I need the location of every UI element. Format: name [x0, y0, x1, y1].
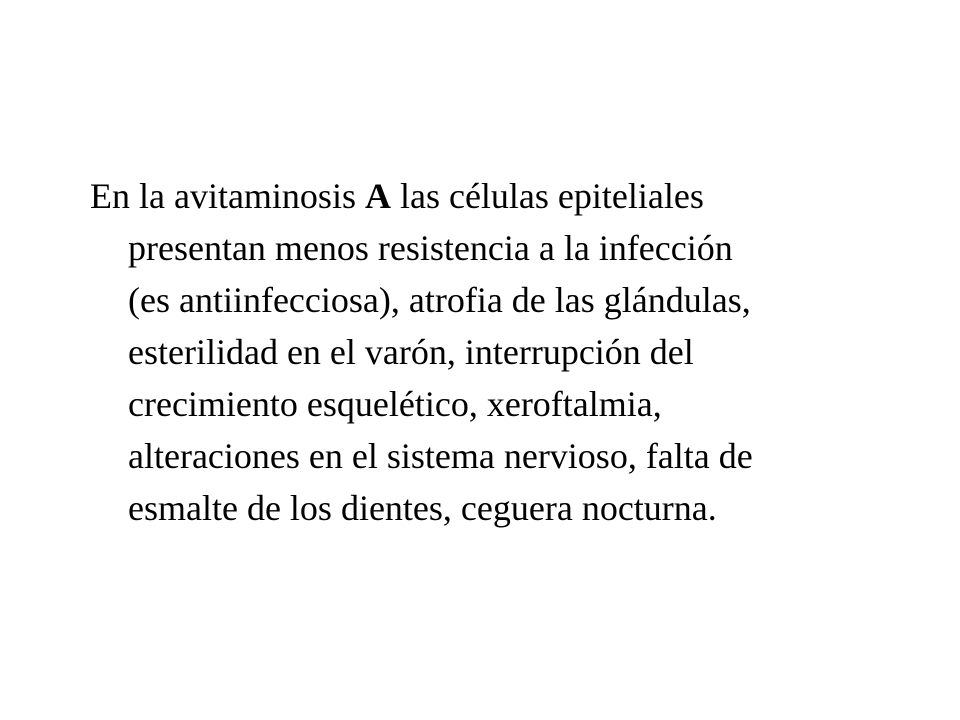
- text-line-3: (es antiinfecciosa), atrofia de las glándulas,: [128, 280, 751, 320]
- text-line-6: alteraciones en el sistema nervioso, falta de: [128, 436, 753, 476]
- body-paragraph: [90, 174, 890, 538]
- text-line-5: crecimiento esquelético, xeroftalmia,: [128, 384, 662, 424]
- text-line-4: esterilidad en el varón, interrupción del: [128, 332, 694, 372]
- text-line-2: presentan menos resistencia a la infección: [128, 228, 733, 268]
- text-line-1: [90, 174, 890, 226]
- text-line-7: esmalte de los dientes, ceguera nocturna.: [128, 488, 717, 528]
- text-line-1-end: las células epiteliales: [390, 176, 704, 216]
- vitamin-letter: A: [364, 176, 391, 216]
- text-line-1-start: En la avitaminosis: [90, 176, 365, 216]
